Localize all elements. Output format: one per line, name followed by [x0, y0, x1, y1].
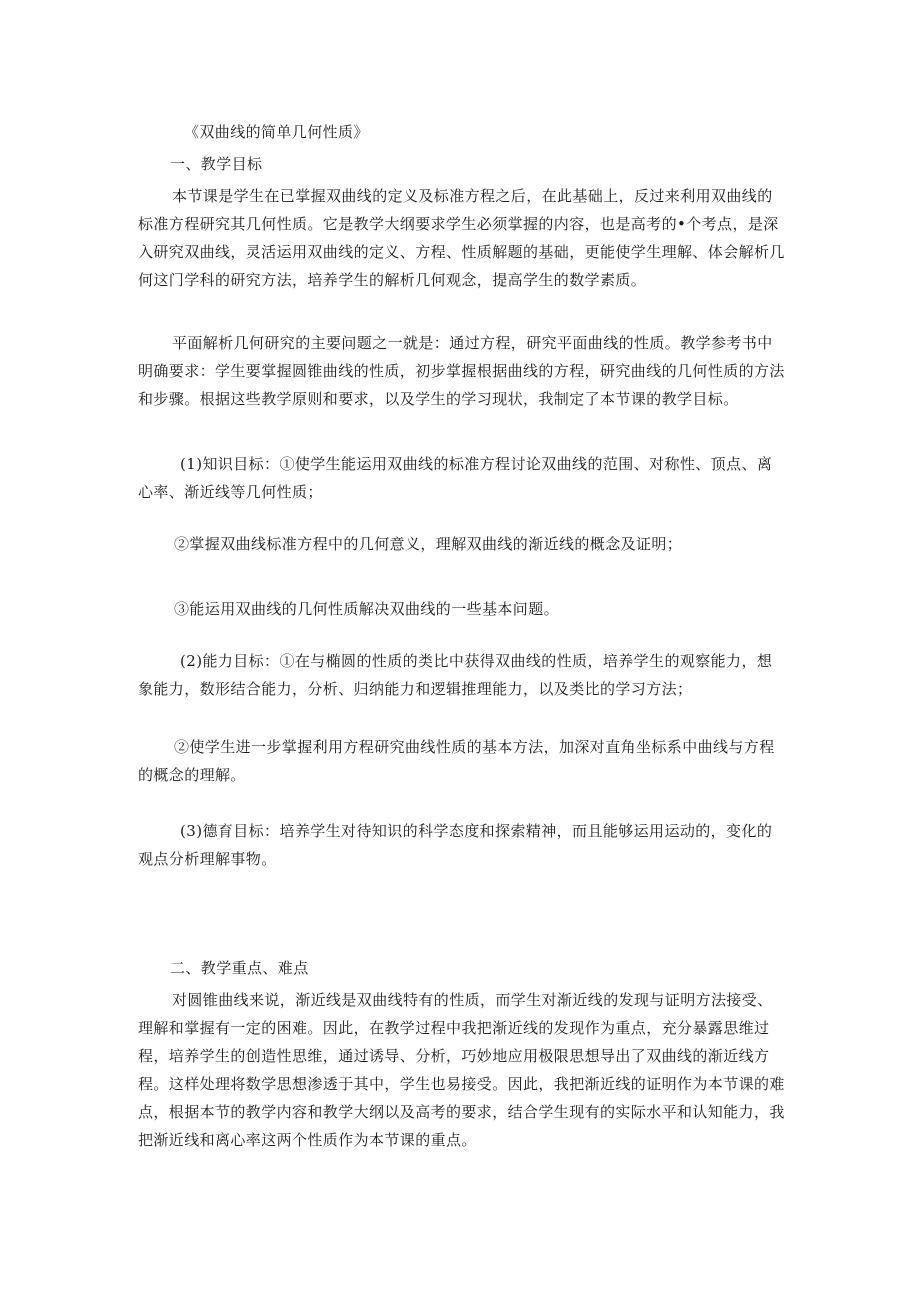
ability-goal-2: ②使学生进一步掌握利用方程研究曲线性质的基本方法，加深对直角坐标系中曲线与方程的概念的理解。: [138, 738, 775, 784]
paragraph-intro: 本节课是学生在已掌握双曲线的定义及标准方程之后，在此基础上，反过来利用双曲线的标准方程研究其几何性质。它是教学大纲要求学生必须掌握的内容，也是高考的•个考点，是深入研究双曲线，灵活运用双曲线的定义、方程、性质解题的基础，更能使学生理解、体会解析几何这门学科的研究方法，培养学生的解析几何观念，提高学生的数学素质。: [138, 187, 785, 289]
paragraph-key-points: 对圆锥曲线来说，渐近线是双曲线特有的性质，而学生对渐近线的发现与证明方法接受、理解和掌握有一定的困难。因此，在教学过程中我把渐近线的发现作为重点，充分暴露思维过程，培养学生的创造性思维，通过诱导、分析，巧妙地应用极限思想导出了双曲线的渐近线方程。这样处理将数学思想渗透于其中，学生也易接受。因此，我把渐近线的证明作为本节课的难点，根据本节的教学内容和教学大纲以及高考的要求，结合学生现有的实际水平和认知能力，我把渐近线和离心率这两个性质作为本节课的重点。: [138, 991, 785, 1149]
knowledge-goal-1: (1)知识目标：①使学生能运用双曲线的标准方程讨论双曲线的范围、对称性、顶点、离心率、渐近线等几何性质；: [138, 455, 773, 501]
paragraph-research-problem: 平面解析几何研究的主要问题之一就是：通过方程，研究平面曲线的性质。教学参考书中明确要求：学生要掌握圆锥曲线的性质，初步掌握根据曲线的方程，研究曲线的几何性质的方法和步骤。根据这些教学原则和要求，以及学生的学习现状，我制定了本节课的教学目标。: [138, 334, 785, 408]
ability-goal-1: (2)能力目标：①在与椭圆的性质的类比中获得双曲线的性质，培养学生的观察能力，想象能力，数形结合能力，分析、归纳能力和逻辑推理能力，以及类比的学习方法；: [138, 652, 773, 698]
section-heading-key-points: 二、教学重点、难点: [170, 959, 309, 977]
section-heading-teaching-goals: 一、教学目标: [170, 155, 263, 173]
knowledge-goal-2: ②掌握双曲线标准方程中的几何意义，理解双曲线的渐近线的概念及证明；: [174, 535, 683, 553]
document-title: 《双曲线的简单几何性质》: [184, 123, 369, 141]
moral-goal: (3)德育目标：培养学生对待知识的科学态度和探索精神，而且能够运用运动的，变化的观点分析理解事物。: [138, 822, 773, 868]
knowledge-goal-3: ③能运用双曲线的几何性质解决双曲线的一些基本问题。: [174, 600, 560, 618]
